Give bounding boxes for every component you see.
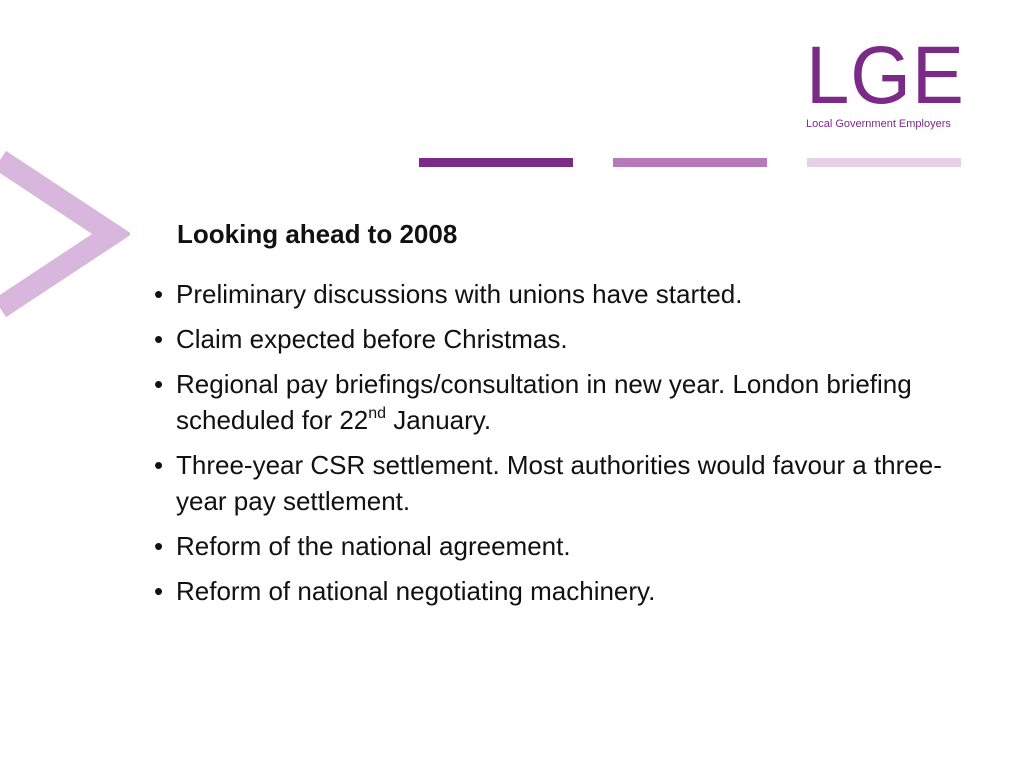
bullet-glyph: • xyxy=(154,324,164,354)
bullet-list xyxy=(154,276,964,618)
ordinal-suffix: nd xyxy=(368,405,387,422)
bullet-text: Three-year CSR settlement. Most authorities would favour a three-year pay settlement. xyxy=(176,450,942,516)
bullet-text: Reform of national negotiating machinery. xyxy=(176,576,656,606)
header-stripe-light xyxy=(807,158,961,167)
header-stripe-mid xyxy=(613,158,767,167)
chevron-decoration xyxy=(0,150,130,320)
bullet-text: Reform of the national agreement. xyxy=(176,531,571,561)
bullet-glyph: • xyxy=(154,576,164,606)
bullet-glyph: • xyxy=(154,369,164,399)
bullet-text-continued: January. xyxy=(386,405,492,435)
bullet-item xyxy=(154,366,964,438)
header-stripe-dark xyxy=(419,158,573,167)
lge-logo xyxy=(806,30,966,135)
bullet-item xyxy=(154,528,964,564)
logo-tagline: Local Government Employers xyxy=(806,118,951,130)
bullet-item xyxy=(154,276,964,312)
bullet-text: Claim expected before Christmas. xyxy=(176,324,568,354)
logo-mark: LGE xyxy=(806,30,965,121)
bullet-item xyxy=(154,321,964,357)
slide-title: Looking ahead to 2008 xyxy=(177,219,458,249)
bullet-glyph: • xyxy=(154,531,164,561)
bullet-glyph: • xyxy=(154,450,164,480)
bullet-text: Preliminary discussions with unions have started. xyxy=(176,279,743,309)
bullet-glyph: • xyxy=(154,279,164,309)
bullet-item xyxy=(154,447,964,519)
bullet-item xyxy=(154,573,964,609)
bullet-text: Regional pay briefings/consultation in new year. London briefing scheduled for 22 xyxy=(176,369,912,435)
